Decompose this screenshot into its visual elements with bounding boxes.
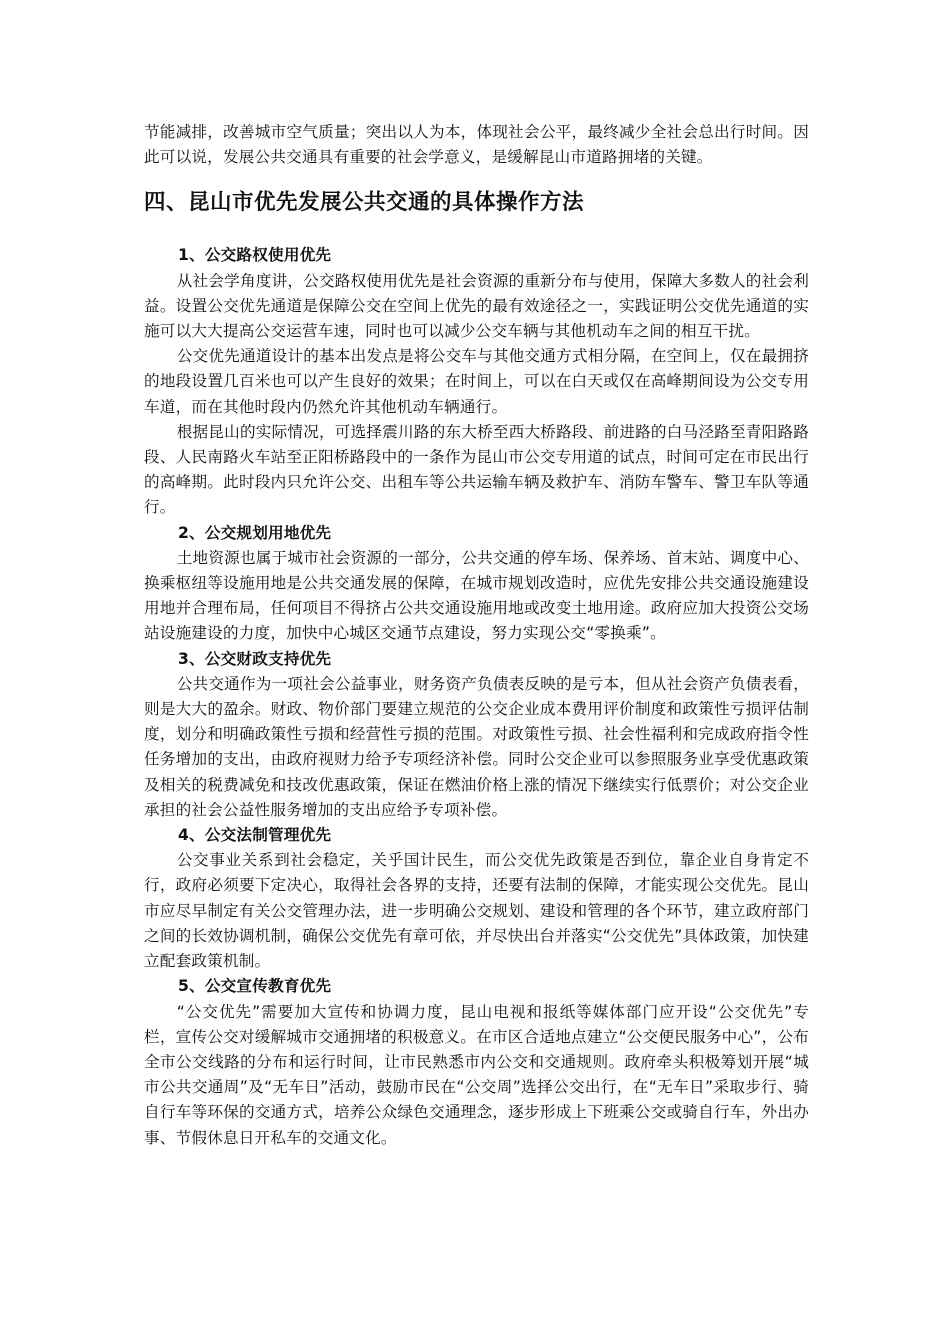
subsection-2	[144, 521, 809, 647]
subsection-heading: 4、公交法制管理优先	[178, 826, 332, 845]
body-paragraph: 公交事业关系到社会稳定，关乎国计民生，而公交优先政策是否到位，靠企业自身肯定不行，政府必须要下定决心，取得社会各界的支持，还要有法制的保障，才能实现公交优先。昆山市应尽早制定有关公交管理办法，进一步明确公交规划、建设和管理的各个环节，建立政府部门之间的长效协调机制，确保公交优先有章可依，并尽快出台并落实“公交优先”具体政策，加快建立配套政策机制。	[144, 851, 809, 971]
subsection-1	[144, 243, 809, 520]
subsection-heading: 1、公交路权使用优先	[178, 246, 332, 265]
section-heading: 四、昆山市优先发展公共交通的具体操作方法	[144, 190, 585, 216]
body-paragraph: “公交优先”需要加大宣传和协调力度，昆山电视和报纸等媒体部门应开设“公交优先”专栏，宣传公交对缓解城市交通拥堵的积极意义。在市区合适地点建立“公交便民服务中心”，公布全市公交线路的分布和运行时间，让市民熟悉市内公交和交通规则。政府牵头积极筹划开展“城市公共交通周”及“无车日”活动，鼓励市民在“公交周”选择公交出行，在“无车日”采取步行、骑自行车等环保的交通方式，培养公众绿色交通理念，逐步形成上下班乘公交或骑自行车，外出办事、节假休息日开私车的交通文化。	[144, 1002, 809, 1147]
subsection-3	[144, 647, 809, 823]
intro-paragraph: 节能减排，改善城市空气质量；突出以人为本，体现社会公平，最终减少全社会总出行时间。因此可以说，发展公共交通具有重要的社会学意义，是缓解昆山市道路拥堵的关键。	[144, 123, 809, 167]
body-paragraph: 从社会学角度讲，公交路权使用优先是社会资源的重新分布与使用，保障大多数人的社会利益。设置公交优先通道是保障公交在空间上优先的最有效途径之一，实践证明公交优先通道的实施可以大大提高公交运营车速，同时也可以减少公交车辆与其他机动车之间的相互干扰。	[144, 271, 809, 341]
body-paragraph: 公交优先通道设计的基本出发点是将公交车与其他交通方式相分隔，在空间上，仅在最拥挤的地段设置几百米也可以产生良好的效果；在时间上，可以在白天或仅在高峰期间设为公交专用车道，而在其他时段内仍然允许其他机动车辆通行。	[144, 347, 809, 416]
subsection-4	[144, 823, 809, 974]
document-body	[144, 120, 809, 1151]
subsection-heading: 2、公交规划用地优先	[178, 523, 332, 542]
body-paragraph: 土地资源也属于城市社会资源的一部分，公共交通的停车场、保养场、首末站、调度中心、换乘枢纽等设施用地是公共交通发展的保障，在城市规划改造时，应优先安排公共交通设施建设用地并合理布局，任何项目不得挤占公共交通设施用地或改变土地用途。政府应加大投资公交场站设施建设的力度，加快中心城区交通节点建设，努力实现公交“零换乘”。	[144, 548, 809, 643]
subsection-heading: 5、公交宣传教育优先	[178, 977, 332, 996]
subsection-heading: 3、公交财政支持优先	[178, 649, 332, 668]
body-paragraph: 根据昆山的实际情况，可选择震川路的东大桥至西大桥路段、前进路的白马泾路至青阳路路段、人民南路火车站至正阳桥路段中的一条作为昆山市公交专用道的试点，时间可定在市民出行的高峰期。此时段内只允许公交、出租车等公共运输车辆及救护车、消防车警车、警卫车队等通行。	[144, 422, 809, 517]
subsection-5	[144, 974, 809, 1150]
body-paragraph: 公共交通作为一项社会公益事业，财务资产负债表反映的是亏本，但从社会资产负债表看，则是大大的盈余。财政、物价部门要建立规范的公交企业成本费用评价制度和政策性亏损评估制度，划分和明确政策性亏损和经营性亏损的范围。对政策性亏损、社会性福利和完成政府指令性任务增加的支出，由政府视财力给予专项经济补偿。同时公交企业可以参照服务业享受优惠政策及相关的税费减免和技改优惠政策，保证在燃油价格上涨的情况下继续实行低票价；对公交企业承担的社会公益性服务增加的支出应给予专项补偿。	[144, 674, 809, 819]
